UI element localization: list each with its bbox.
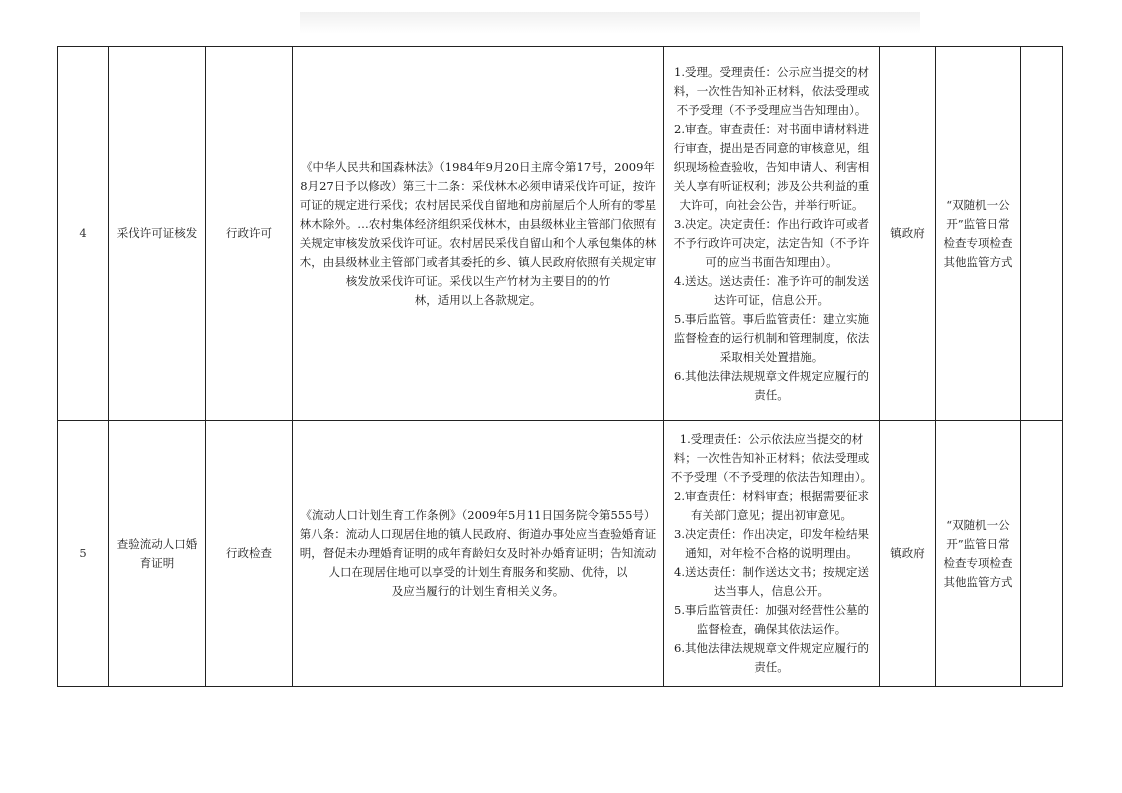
responsibility-item: 5.事后监管。事后监管责任：建立实施监督检查的运行机制和管理制度，依法采取相关处置措施。 (673, 311, 870, 364)
remark (1021, 421, 1063, 687)
item-category: 行政检查 (206, 421, 293, 687)
responsibility-item: 4.送达。送达责任：准予许可的制发送达许可证，信息公开。 (674, 273, 869, 307)
responsibility-list (664, 47, 880, 421)
responsibility-item: 2.审查责任：材料审查；根据需要征求有关部门意见；提出初审意见。 (674, 489, 869, 522)
responsibility-item: 3.决定责任：作出决定，印发年检结果通知，对年检不合格的说明理由。 (674, 527, 869, 560)
implementing-subject: 镇政府 (880, 47, 936, 421)
remark (1021, 47, 1063, 421)
responsibility-list (664, 421, 880, 687)
implementing-subject: 镇政府 (880, 421, 936, 687)
legal-basis (293, 421, 664, 687)
responsibility-item: 2.审查。审查责任：对书面申请材料进行审查，提出是否同意的审核意见，组织现场检查验收，告知申请人、利害相关人享有听证权利；涉及公共利益的重大许可，向社会公告，并举行听证。 (673, 121, 870, 212)
row-number: 4 (58, 47, 109, 421)
responsibility-item: 1.受理。受理责任：公示应当提交的材料，一次性告知补正材料，依法受理或不予受理（不予受理应当告知理由）。 (673, 64, 870, 117)
legal-basis-tail: 及应当履行的计划生育相关义务。 (391, 584, 565, 598)
responsibility-table (57, 46, 1063, 687)
table-row (58, 421, 1063, 687)
legal-basis-tail: 林，适用以上各款规定。 (414, 292, 542, 307)
legal-basis-text: 《中华人民共和国森林法》（1984年9月20日主席令第17号，2009年8月27日予以修改）第三十二条：采伐林木必须申请采伐许可证，按许可证的规定进行采伐；农村居民采伐自留地和房前屋后个人所有的零星林木除外。…农村集体经济组织采伐林木，由县级林业主管部门依照有关规定审核发放采伐许可证。农村居民采伐自留山和个人承包集体的林木，由县级林业主管部门或者其委托的乡、镇人民政府依照有关规定审核发放采伐许可证。采伐以生产竹材为主要目的的竹 (299, 159, 657, 288)
responsibility-item: 6.其他法律法规规章文件规定应履行的责任。 (674, 368, 869, 402)
responsibility-item: 6.其他法律法规规章文件规定应履行的责任。 (674, 641, 869, 674)
responsibility-item: 1.受理责任：公示依法应当提交的材料；一次性告知补正材料；依法受理或不予受理（不予受理的依法告知理由）。 (670, 432, 873, 484)
responsibility-item: 4.送达责任：制作送达文书；按规定送达当事人，信息公开。 (674, 565, 869, 598)
supervision-method: “双随机一公开”监管日常检查专项检查其他监管方式 (936, 47, 1021, 421)
table-row (58, 47, 1063, 421)
responsibility-item: 3.决定。决定责任：作出行政许可或者不予行政许可决定，法定告知（不予许可的应当书面告知理由）。 (673, 216, 870, 269)
scan-shadow (300, 12, 920, 34)
legal-basis (293, 47, 664, 421)
item-name: 查验流动人口婚育证明 (109, 421, 206, 687)
item-category: 行政许可 (206, 47, 293, 421)
supervision-method: “双随机一公开”监管日常检查专项检查其他监管方式 (936, 421, 1021, 687)
item-name: 采伐许可证核发 (109, 47, 206, 421)
row-number: 5 (58, 421, 109, 687)
legal-basis-text: 《流动人口计划生育工作条例》（2009年5月11日国务院令第555号）第八条：流动人口现居住地的镇人民政府、街道办事处应当查验婚育证明，督促未办理婚育证明的成年育龄妇女及时补办婚育证明；告知流动人口在现居住地可以享受的计划生育服务和奖励、优待，以 (299, 508, 657, 579)
responsibility-item: 5.事后监管责任：加强对经营性公墓的监督检查，确保其依法运作。 (674, 603, 869, 636)
